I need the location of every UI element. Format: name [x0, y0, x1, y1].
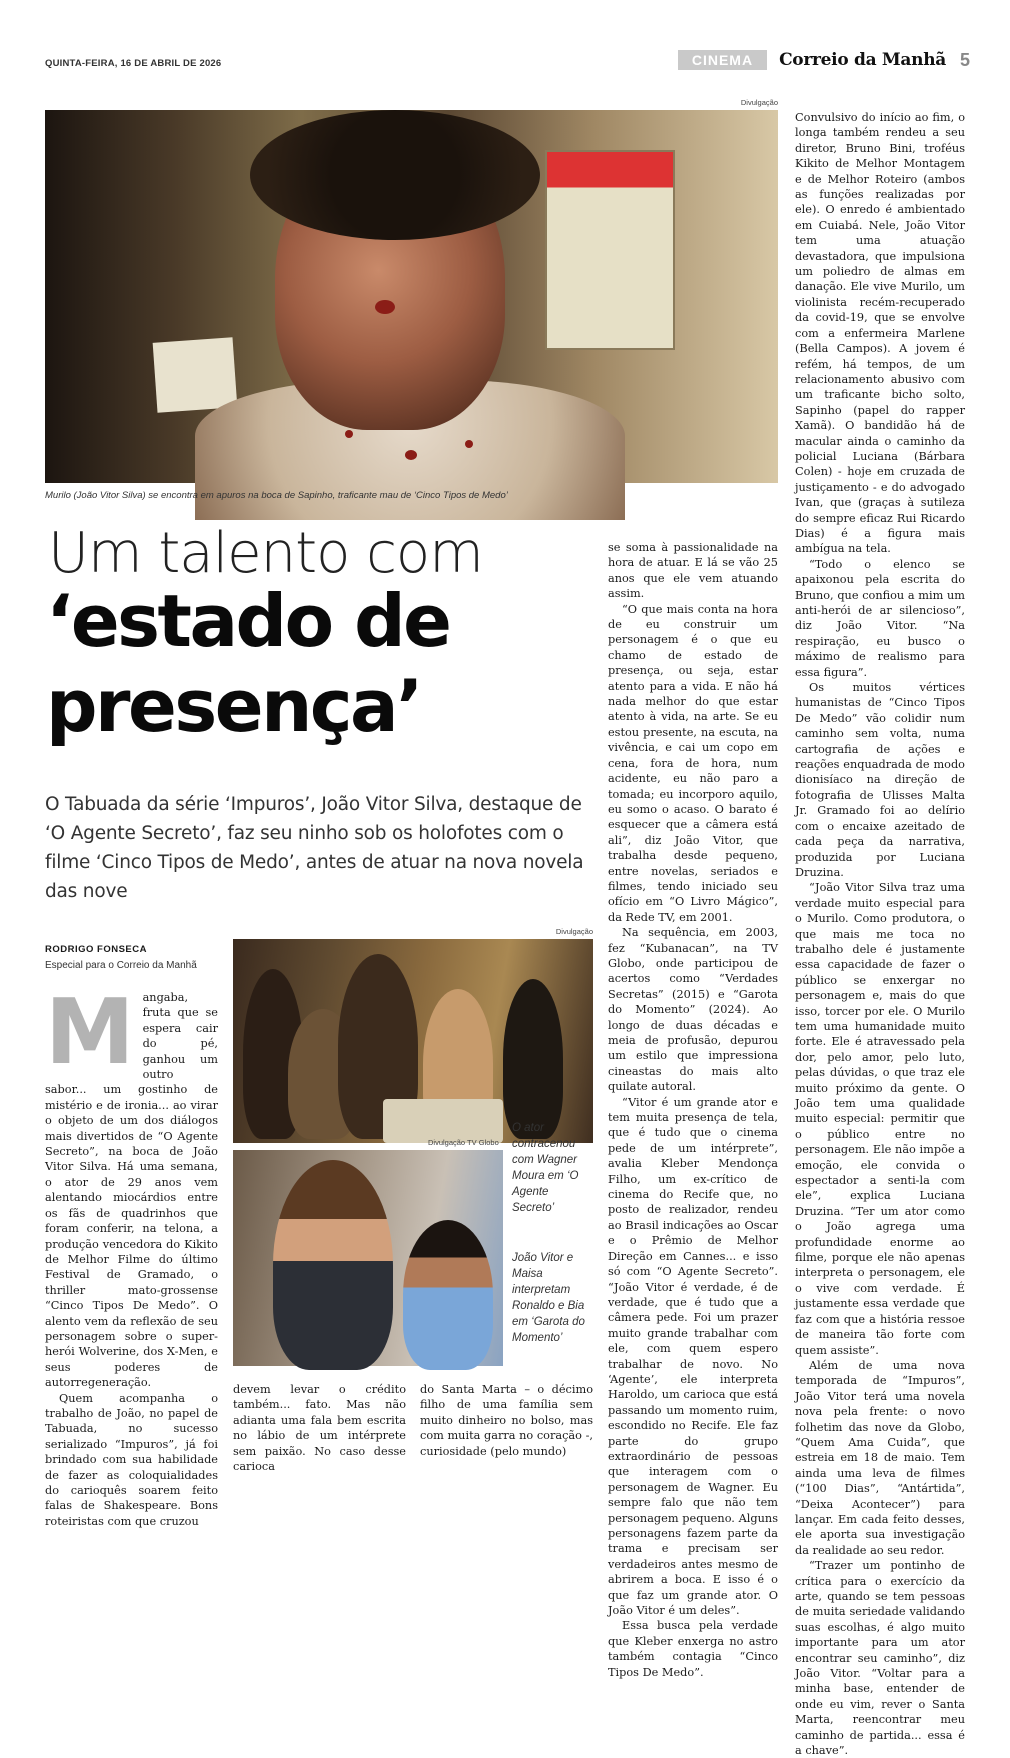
wall-poster [545, 150, 675, 350]
article-column-2 [233, 1382, 406, 1474]
paragraph: angaba, fruta que se espera cair do pé, ganhou um outro sabor... um gostinho de mistério e de ironia... ao virar o objeto de um dos diálogos mais divertidos de “O Agente Secreto”, na boca de João Vitor Silva. Há uma semana, o ator de 29 anos vem alentando miocárdios entre os fãs de quadrinhos que foram conferir, na telona, a produção vencedora do Kikito de Melhor Filme do último Festival de Gramado, o thriller mato-grossense “Cinco Tipos De Medo”. O alento vem da reflexão de seu personagem sobre o super-herói Wolverine, dos X-Men, e seus poderes de autorregeneração. [45, 991, 218, 1390]
paragraph: Convulsivo do início ao fim, o longa também rendeu a seu diretor, Bruno Bini, troféus Kikito de Melhor Montagem e de Melhor Roteiro (ambos as funções realizadas por ele). O enredo é ambientado em Cuiabá. Nele, João Vitor tem uma atuação devastadora, que impulsiona um poliedro de almas em danação. Ele vive Murilo, um violinista recém-recuperado da covid-19, que se envolve com a enfermeira Marlene (Bella Campos). A jovem é refém, há tempos, de um relacionamento abusivo com um traficante bicho solto, Sapinho (papel do rapper Xamã). O bandidão há de macular ainda o caminho da policial Luciana (Bárbara Colen) - hoje em cruzada de justiçamento - e do advogado Ivan, que (graças à sutileza do sempre eficaz Rui Ricardo Dias) é a figura mais ambígua na tela. [795, 111, 965, 556]
photo-garota-do-momento-caption: João Vitor e Maisa interpretam Ronaldo e Bia em ‘Garota do Momento’ [512, 1252, 585, 1344]
paragraph: se soma à passionalidade na hora de atuar. E lá se vão 25 anos que ele vem atuando assim. [608, 541, 778, 601]
actor-hair [250, 110, 540, 240]
article-column-4 [608, 540, 778, 1680]
drop-cap: M [45, 980, 135, 1085]
actor-portrait-image [45, 110, 778, 483]
page-header [678, 48, 970, 72]
paragraph: “O que mais conta na hora de eu construir um personagem é o que eu chamo de estado de presença, ou seja, estar atento para a vida. E não há nada melhor do que estar atento à vida, na arte. Se eu estou presente, na escuta, na vivência, e cai um copo em cena, fora de hora, num acidente, eu não paro a tomada; eu incorporo aquilo, eu somo o acaso. O barato é esquecer que a câmera está ali”, diz João Vitor, que trabalha desde pequeno, entre novelas, seriados e filmes, tendo iniciado seu ofício em “O Livro Mágico”, da Rede TV, em 2001. [608, 602, 778, 924]
photo-garota-do-momento [233, 1138, 503, 1366]
paragraph: “Vitor é um grande ator e tem muita presença de tela, que é tudo que o cinema pede de um intérprete”, avalia Kleber Mendonça Filho, um ex-crítico de cinema do Recife que, no posto de realizador, rendeu ao Brasil indicações ao Oscar e o Prêmio de Melhor Direção em Cannes... e isso só com “O Agente Secreto”. “João Vitor é verdade, é de verdade, que é tudo que a câmera pede. Foi um prazer muito grande trabalhar com ele, com quem espero trabalhar de novo. No ‘Agente’, ele interpreta Haroldo, um carioca que está passando um momento ruim, escondido no Recife. Ele faz parte do grupo extraordinário de pessoas que interagem com o personagem de Wagner. Eu sempre falo que não tem personagem pequeno. Alguns personagens fazem parte da trama e precisam ser verdadeiros antes mesmo de abrirem a boca. E isso é o que faz um grande ator. O João Vitor é um deles”. [608, 1095, 778, 1618]
paragraph: Essa busca pela verdade que Kleber enxerga no astro também contagia “Cinco Tipos De Medo”. [608, 1619, 778, 1679]
main-photo [45, 98, 778, 483]
headline-line-1: Um talento com [48, 521, 483, 586]
headline-line-3: presença’ [46, 664, 421, 748]
article-column-5 [795, 110, 965, 1758]
paragraph: Os muitos vértices humanistas de “Cinco Tipos De Medo” vão colidir num caminho sem volta, numa cartografia de ações e reações enquadrada de modo dionisíaco na direção de fotografia de Ulisses Malta Jr. Gramado foi ao delírio com o encaixe azeitado de cada peça da narrativa, produzida por Luciana Druzina. [795, 681, 965, 879]
article-column-1 [45, 980, 218, 1529]
main-photo-caption: Murilo (João Vitor Silva) se encontra em apuros na boca de Sapinho, traficante mau de ‘Cinco Tipos de Medo’ [45, 490, 508, 501]
section-tag: CINEMA [678, 50, 767, 70]
article-column-3 [420, 1382, 593, 1459]
paragraph: Na sequência, em 2003, fez “Kubanacan”, na TV Globo, onde participou de acertos como “Verdades Secretas” (2015) e “Garota do Momento” (2024). Ao longo de duas décadas e meia de profusão, depurou um estilo que impressiona cineastas do mais alto quilate autoral. [608, 926, 778, 1094]
paragraph: do Santa Marta – o décimo filho de uma família sem muito dinheiro no bolso, mas com muita garra no coração -, curiosidade (pelo mundo) [420, 1383, 593, 1458]
headline-line-2: ‘estado de [46, 579, 450, 663]
photo-credit: Divulgação TV Globo [428, 1138, 499, 1147]
page-number: 5 [959, 49, 970, 70]
edition-date: QUINTA-FEIRA, 16 DE ABRIL DE 2026 [45, 58, 222, 69]
byline-role: Especial para o Correio da Manhã [45, 960, 197, 971]
photo-agente-secreto [233, 927, 593, 1143]
byline-author: RODRIGO FONSECA [45, 944, 147, 955]
paragraph: Quem acompanha o trabalho de João, no papel de Tabuada, no sucesso serializado “Impuros”, já foi brindado com sua habilidade de fazer as coloquialidades do carioquês soarem feito falas de Shakespeare. Bons roteiristas com que cruzou [45, 1391, 218, 1528]
paragraph: Além de uma nova temporada de “Impuros”, João Vitor terá uma novela nova pela frente: o novo folhetim das nove da Globo, “Quem Ama Cuida”, que estreia em 18 de maio. Tem ainda uma leva de filmes (“100 Dias”, “Antártida”, “Deixa Acontecer”) para lançar. Em cada feito desses, ele aporta sua investigação da realidade ao seu redor. [795, 1358, 965, 1557]
two-actors-image [233, 1150, 503, 1366]
paragraph: devem levar o crédito também... fato. Mas não adianta uma fala bem escrita no lábio de um intérprete sem paixão. No caso desse carioca [233, 1383, 406, 1474]
wall-paper [153, 337, 238, 412]
subtitle: O Tabuada da série ‘Impuros’, João Vitor Silva, destaque de ‘O Agente Secreto’, faz seu ninho sob os holofotes com o filme ‘Cinco Tipos de Medo’, antes de atuar na nova novela das nove [45, 794, 584, 902]
group-scene-image [233, 939, 593, 1143]
photo-credit: Divulgação [555, 927, 593, 936]
paragraph: “Todo o elenco se apaixonou pela escrita do Bruno, que confiou a mim um anti-herói de ar silencioso”, diz João Vitor. “Na respiração, eu busco o máximo de realismo para essa figura”. [795, 557, 965, 679]
paragraph: “João Vitor Silva traz uma verdade muito especial para o Murilo. Como produtora, o que mais me toca no trabalho dele é justamente essa capacidade de fazer o público se enxergar no personagem e, mais do que isso, torcer por ele. O Murilo tem uma humanidade muito forte. Ele é atravessado pela dor, pelo amor, pelo luto, pelas dúvidas, o que traz ele muito próximo da gente. O João tem uma qualidade muito especial: permitir que o público entre no personagem. Ele não impõe a emoção, ele convida o espectador a senti-la com ele”, explica Luciana Druzina. “Ter um ator como o João agrega uma profundidade enorme ao filme, porque ele não apenas interpreta o personagem, ele o vive com verdade. É justamente essa verdade que faz com que a história ressoe de maneira tão forte com quem assiste”. [795, 881, 965, 1357]
photo-credit: Divulgação [740, 98, 778, 107]
masthead: Correio da Manhã [779, 50, 946, 70]
photo-agente-secreto-caption: O ator contracenou com Wagner Moura em ‘O Agente Secreto’ [512, 1122, 579, 1214]
paragraph: “Trazer um pontinho de crítica para o exercício da arte, quando se tem pessoas de muita seriedade validando suas escolhas, é algo muito importante para um ator encontrar seu caminho”, diz João Vitor. “Voltar para a minha base, entender de onde eu vim, rever o Santa Marta, reencontrar meu caminho de partida... essa é a chave”. [795, 1559, 965, 1758]
